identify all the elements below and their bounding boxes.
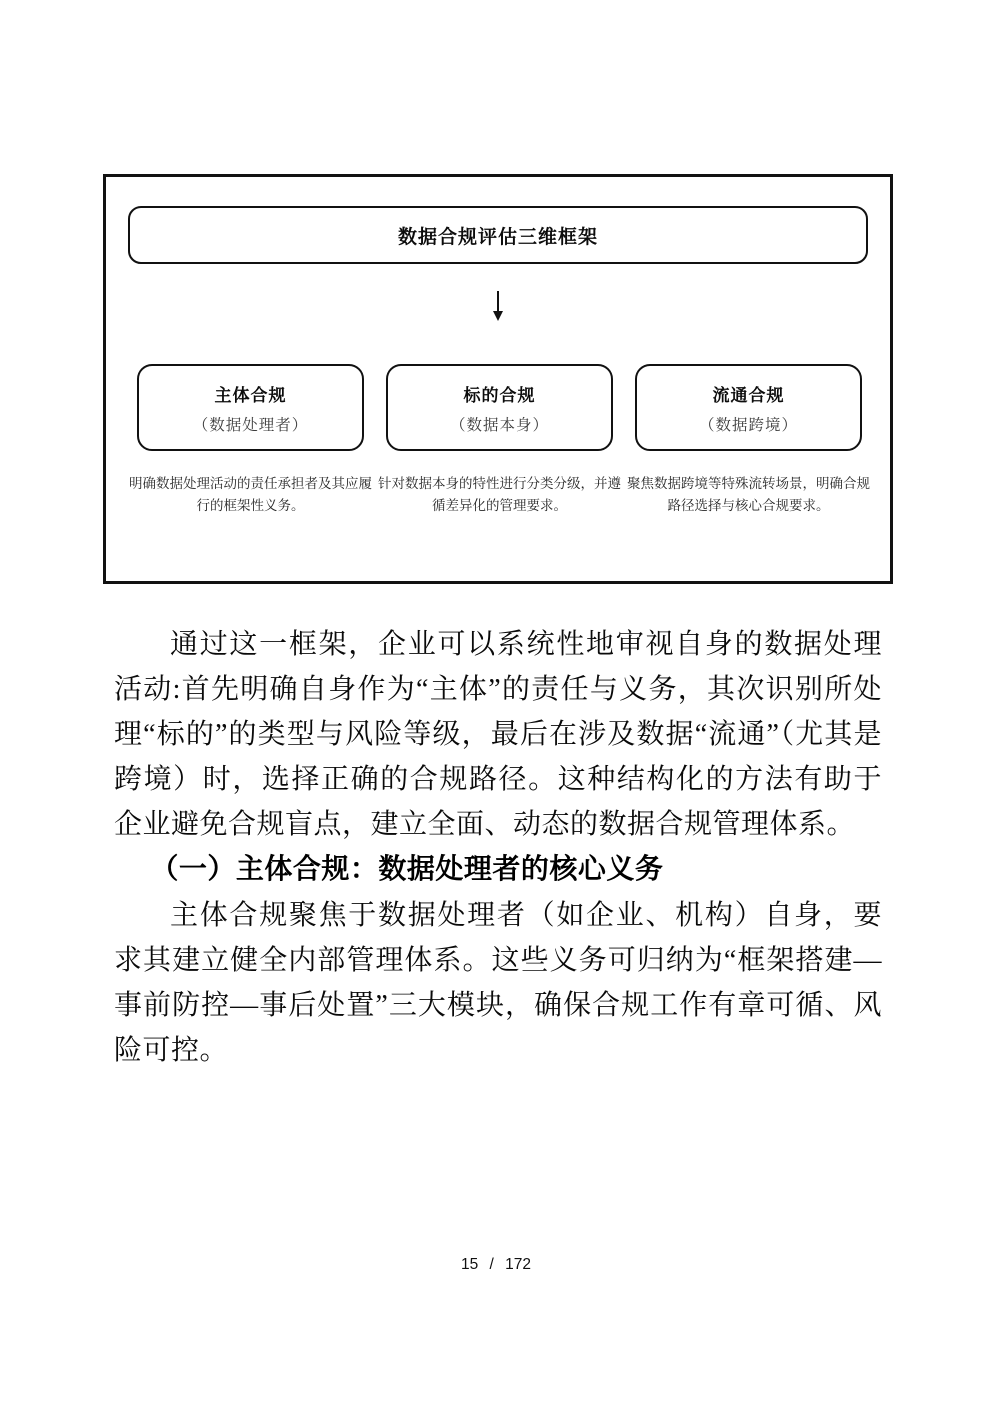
box-subtitle: （数据处理者） xyxy=(192,416,309,434)
circulation-compliance-box xyxy=(635,364,862,451)
diagram-title: 数据合规评估三维框架 xyxy=(397,226,598,248)
diagram-title-box xyxy=(128,206,868,264)
box-title: 主体合规 xyxy=(214,385,287,405)
down-arrow-icon xyxy=(106,291,890,321)
box-subtitle: （数据本身） xyxy=(449,416,549,434)
section-heading-subject-compliance: （一）主体合规：数据处理者的核心义务 xyxy=(150,854,664,885)
paragraph-subject-compliance: 主体合规聚焦于数据处理者（如企业、机构）自身，要求其建立健全内部管理体系。这些义务可归纳为“框架搭建—事前防控—事后处置”三大模块，确保合规工作有章可循、风险可控。 xyxy=(114,900,882,1066)
diagram-column-subject xyxy=(129,364,372,517)
paragraph-framework-overview: 通过这一框架，企业可以系统性地审视自身的数据处理活动:首先明确自身作为“主体”的责任与义务，其次识别所处理“标的”的类型与风险等级，最后在涉及数据“流通”（尤其是跨境）时，选择正确的合规路径。这种结构化的方法有助于企业避免合规盲点，建立全面、动态的数据合规管理体系。 xyxy=(114,629,882,840)
page-number: 15 / 172 xyxy=(460,1256,532,1273)
diagram-column-target xyxy=(378,364,621,517)
framework-diagram xyxy=(103,174,893,584)
subject-compliance-box xyxy=(137,364,364,451)
box-description: 明确数据处理活动的责任承担者及其应履行的框架性义务。 xyxy=(129,476,372,513)
box-title: 标的合规 xyxy=(463,385,536,405)
target-compliance-box xyxy=(386,364,613,451)
box-description: 针对数据本身的特性进行分类分级，并遵循差异化的管理要求。 xyxy=(378,476,621,513)
box-title: 流通合规 xyxy=(712,385,785,405)
diagram-column-circulation xyxy=(627,364,870,517)
diagram-columns xyxy=(129,364,870,517)
box-subtitle: （数据跨境） xyxy=(698,416,798,434)
document-body xyxy=(114,622,882,1073)
box-description: 聚焦数据跨境等特殊流转场景，明确合规路径选择与核心合规要求。 xyxy=(627,476,870,513)
